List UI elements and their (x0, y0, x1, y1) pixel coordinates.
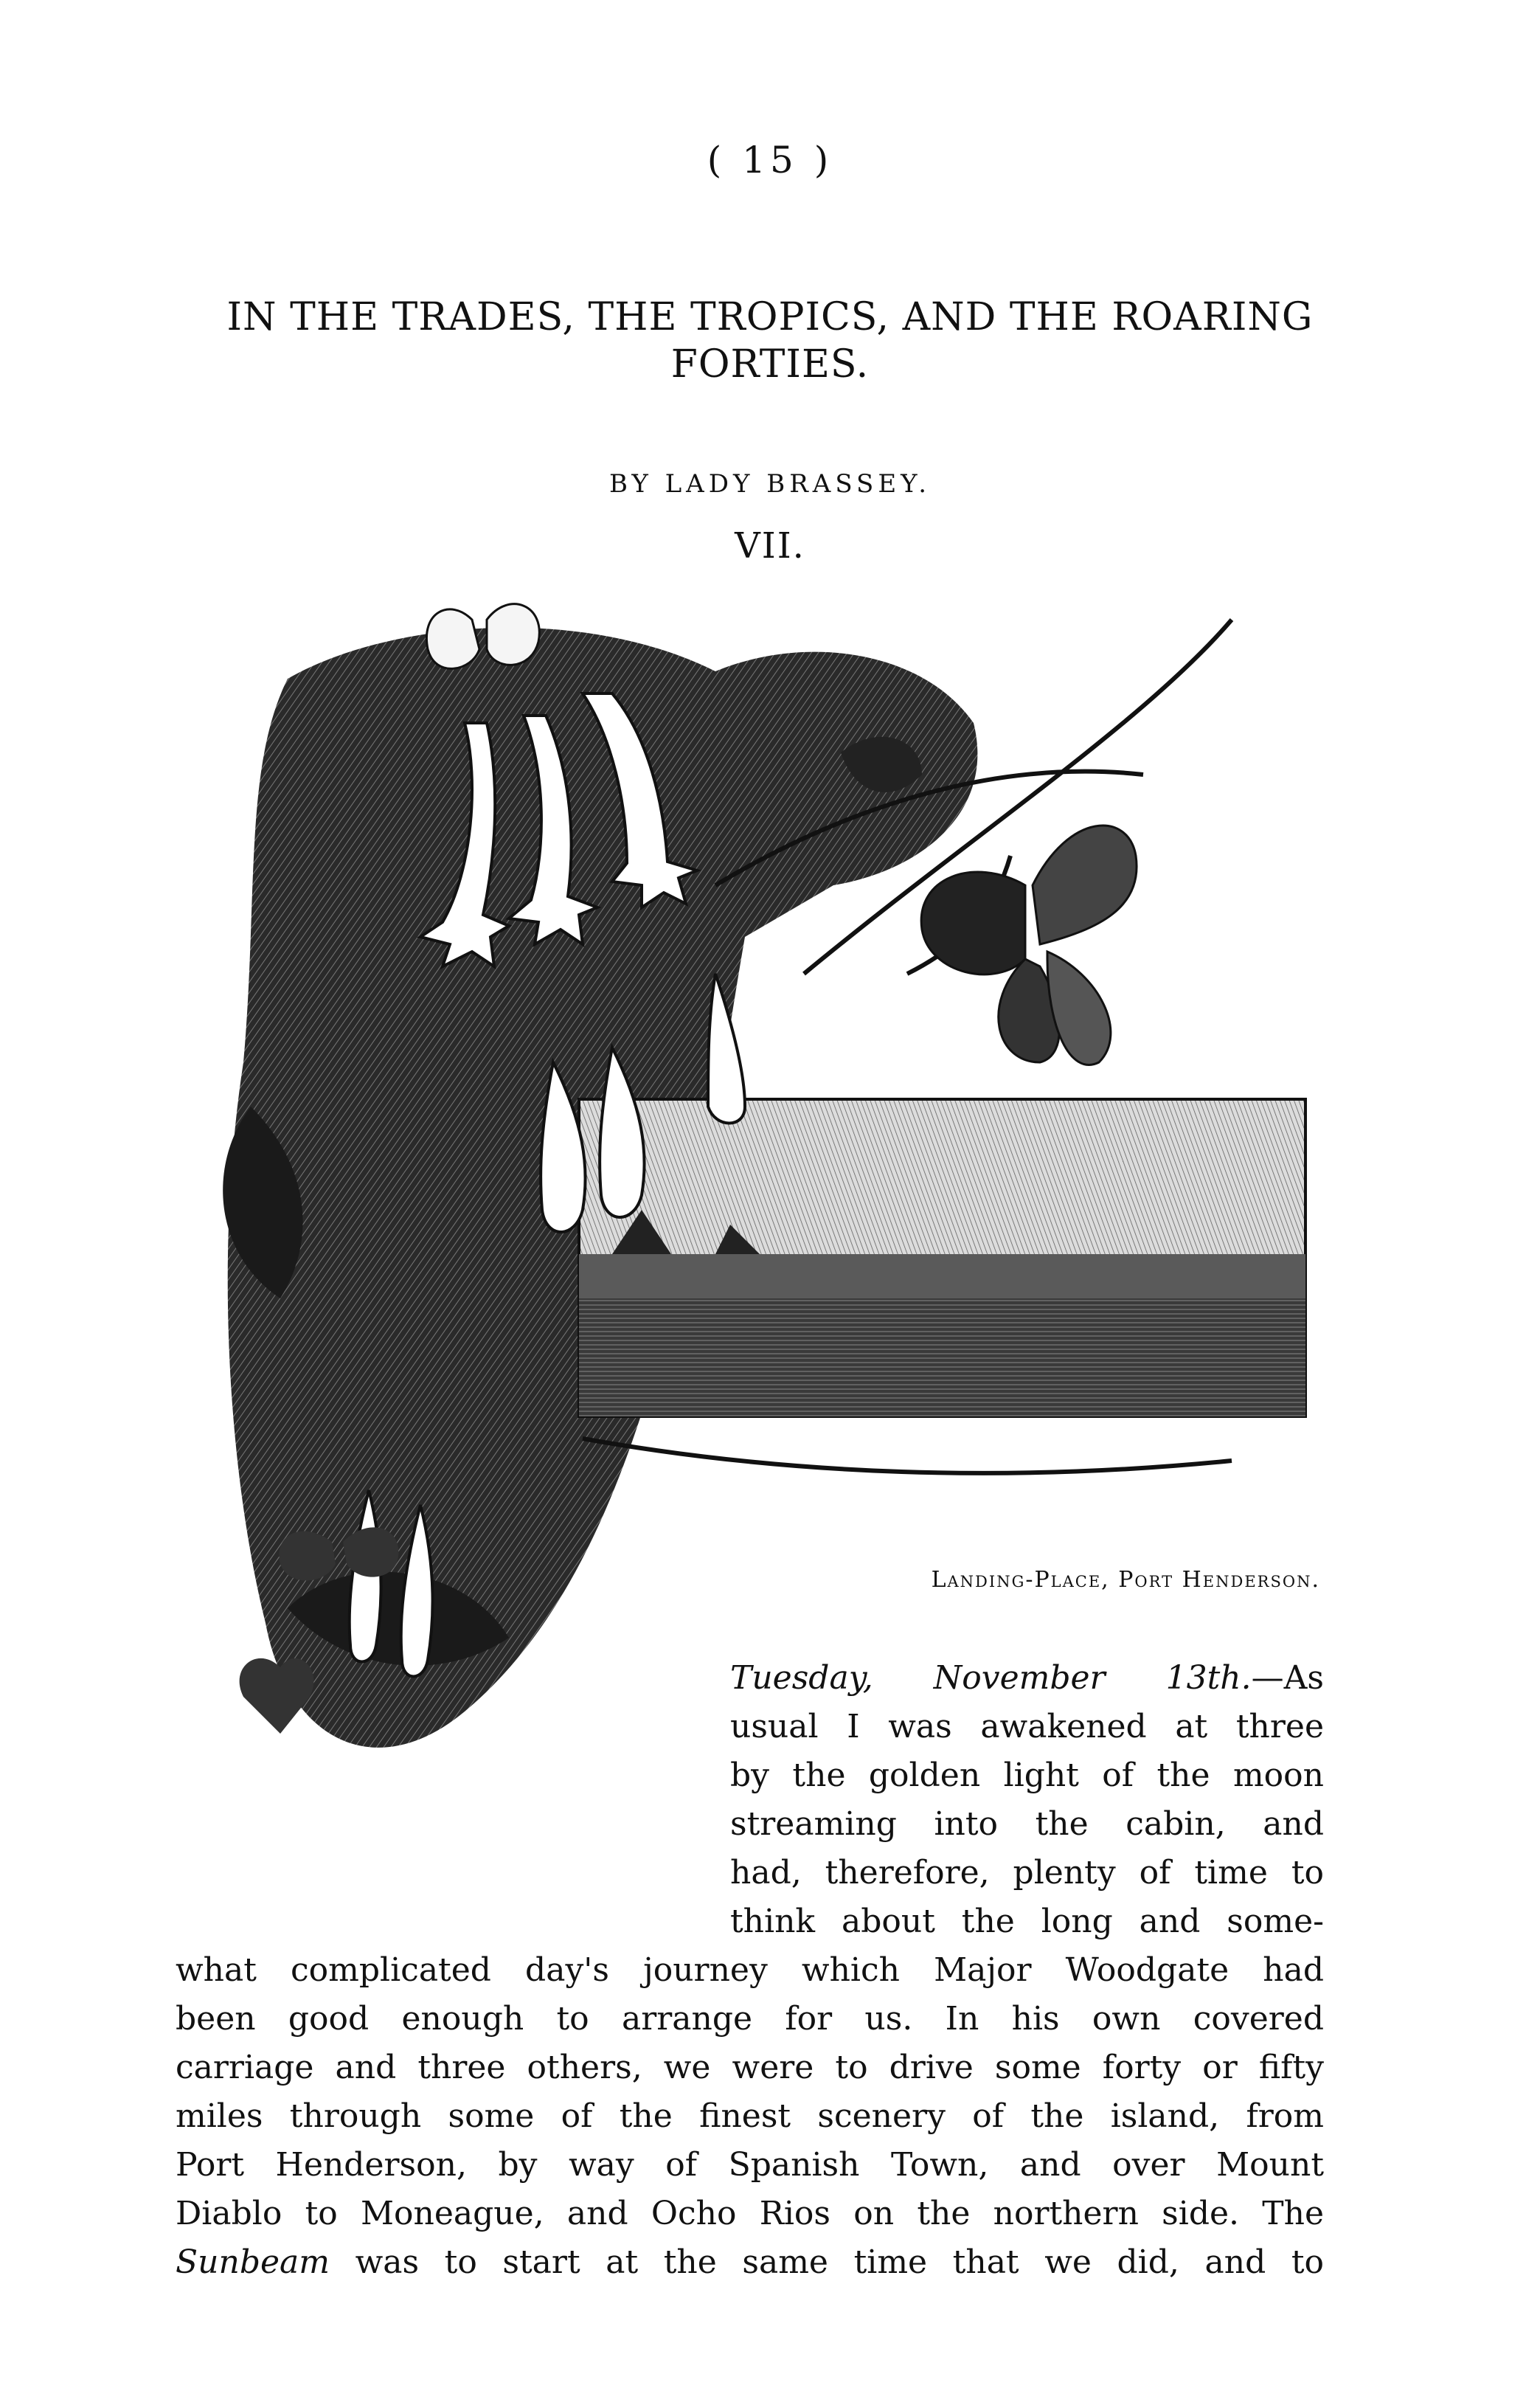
text-line-last (176, 2238, 1324, 2287)
article-title (133, 294, 1407, 388)
paragraph-narrow (730, 1654, 1324, 1946)
text-line-first (730, 1654, 1324, 1703)
ship-name: Sunbeam (176, 2243, 330, 2281)
illustration-caption: Landing-Place, Port Henderson. (931, 1567, 1320, 1593)
text-line: miles through some of the finest scenery of the island, from (176, 2097, 1324, 2135)
title-line-2: FORTIES. (670, 342, 870, 387)
text-line: Diablo to Moneague, and Ocho Rios on the northern side. The (176, 2195, 1324, 2232)
text-line: usual I was awakened at three (730, 1708, 1324, 1745)
text-line: by the golden light of the moon (730, 1757, 1324, 1794)
text-line: Port Henderson, by way of Spanish Town, and over Mount (176, 2146, 1324, 2184)
first-line-rest: —As (1251, 1659, 1324, 1697)
paragraph-wide (176, 1946, 1324, 2287)
title-line-1: IN THE TRADES, THE TROPICS, AND THE ROARING (226, 295, 1314, 339)
heart-leaf (240, 1658, 314, 1734)
last-line-rest: was to start at the same time that we did, and to (329, 2243, 1324, 2281)
chapter-number: VII. (735, 525, 805, 567)
page-number: ( 15 ) (707, 139, 833, 181)
entry-date: Tuesday, November 13th. (730, 1659, 1252, 1697)
text-line: been good enough to arrange for us. In his own covered (176, 2000, 1324, 2038)
text-line: what complicated day's journey which Major Woodgate had (176, 1951, 1324, 1989)
author-byline: BY LADY BRASSEY. (608, 469, 932, 499)
butterfly-large (921, 826, 1137, 1065)
text-line: streaming into the cabin, and (730, 1805, 1324, 1843)
text-line: think about the long and some- (730, 1903, 1324, 1940)
text-line: had, therefore, plenty of time to (730, 1854, 1324, 1892)
text-line: carriage and three others, we were to drive some forty or fifty (176, 2049, 1324, 2086)
